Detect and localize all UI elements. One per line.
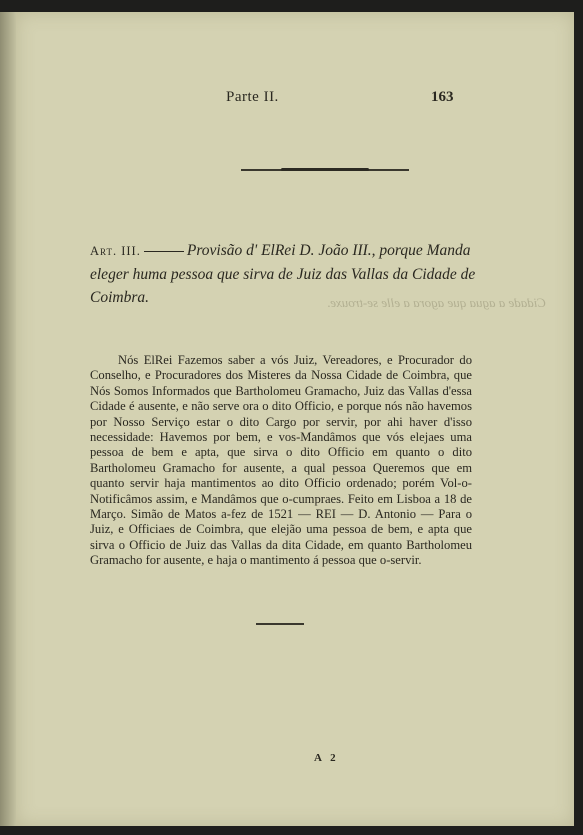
header-rule xyxy=(241,169,409,171)
page-number: 163 xyxy=(431,89,454,105)
signature-mark: A 2 xyxy=(314,752,339,764)
title-dash xyxy=(144,251,184,252)
decree-body xyxy=(90,353,472,569)
article-title: Provisão d' ElRei D. João III., porque Manda eleger huma pessoa que sirva de Juiz das Vallas da Cidade de Coimbra. xyxy=(90,242,476,306)
book-page xyxy=(16,12,574,826)
part-heading: Parte II. xyxy=(226,89,279,105)
article-title-block xyxy=(90,239,480,309)
show-through-text: Cidade a agua que agora a elle se-trouxe. xyxy=(326,295,546,310)
article-label: Art. III. xyxy=(90,244,141,258)
end-rule xyxy=(256,623,304,625)
body-paragraph: Nós ElRei Fazemos saber a vós Juiz, Vereadores, e Procurador do Conselho, e Procuradores dos Misteres da Nossa Cidade de Coimbra, que Nós Somos Informados que Bartholomeu Gramacho, Juiz das Vallas d'essa Cidade é ausente, e não serve ora o dito Officio, e porque nós não havemos por Nosso Serviço estar o dito Cargo por servir, por ahi haver d'isso necessidade: Havemos por bem, e vos-Mandâmos que vós elejaes uma pessoa de bem e apta, que sirva o dito Officio em quanto o dito Bartholomeu Gramacho for ausente, a qual pessoa Queremos que em quanto servir haja mantimentos ao dito Officio ordenado; porém Vol-o-Notificâmos assim, e Mandâmos que o-cumpraes. Feito em Lisboa a 18 de Março. Simão de Matos a-fez de 1521 — REI — D. Antonio — Para o Juiz, e Officiaes de Coimbra, que elejão uma pessoa de bem, e apta que sirva o Officio de Juiz das Vallas da dita Cidade, em quanto Bartholomeu Gramacho for ausente, e haja o mantimento á pessoa que o-servir. xyxy=(90,353,472,568)
